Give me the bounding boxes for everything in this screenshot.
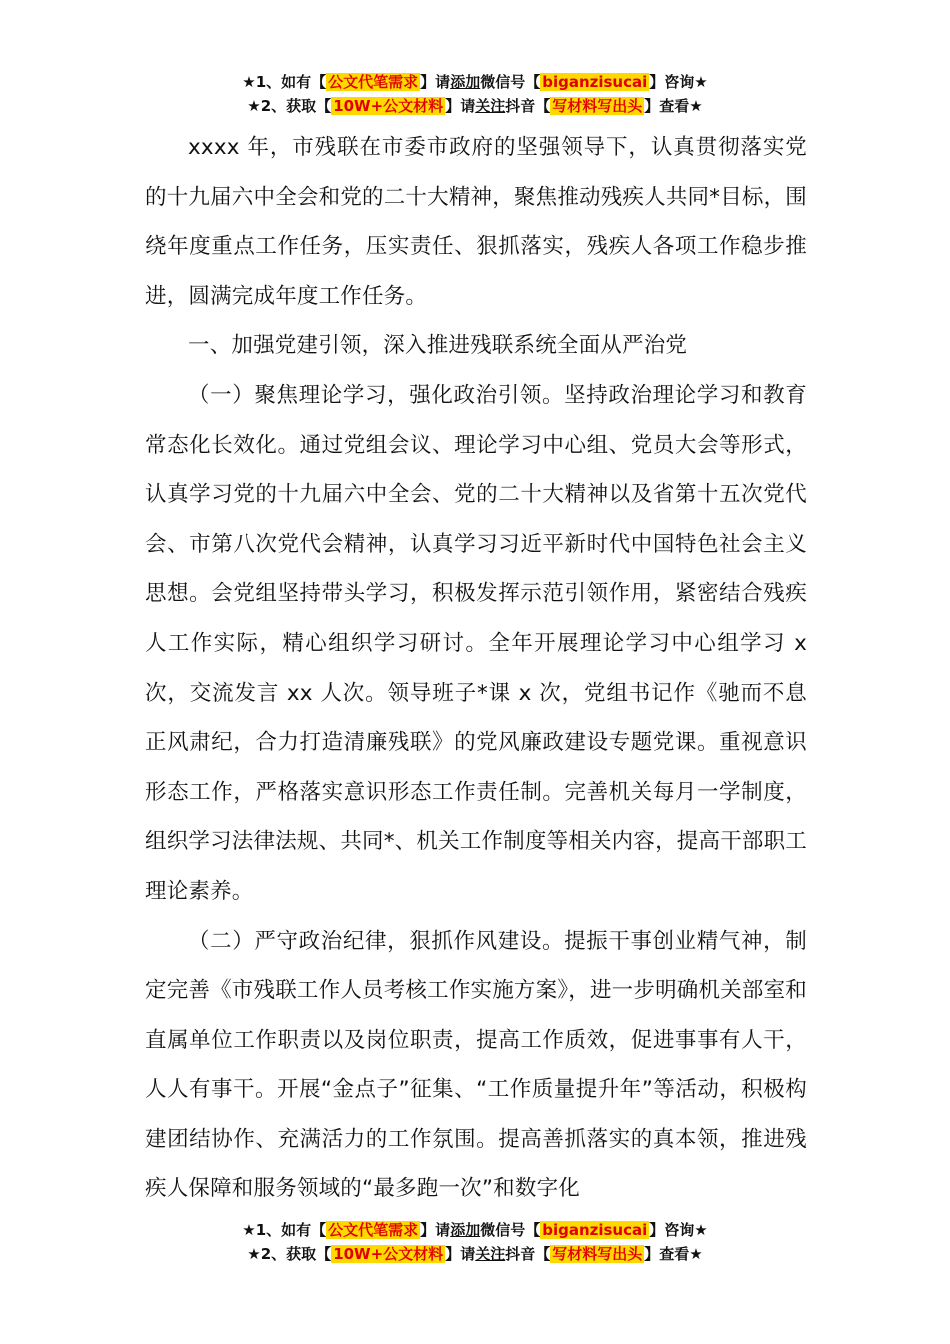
promo-banner-bottom (0, 1218, 950, 1266)
promo-text: 】请 (445, 97, 476, 115)
promo-text: 】咨询★ (649, 73, 708, 91)
promo-wechat-id: biganzisucai (542, 1221, 648, 1239)
promo-douyin-account: 写材料写出头 (552, 1245, 643, 1263)
promo-line-1 (0, 70, 950, 94)
promo-highlight: 公文代笔需求 (328, 73, 419, 91)
promo-text: 微信号【 (480, 1221, 541, 1239)
promo-banner-top (0, 70, 950, 118)
promo-underlined: 添加 (450, 1221, 481, 1239)
promo-text: 】查看★ (644, 97, 703, 115)
paragraph-1-2: （二）严守政治纪律，狠抓作风建设。提振干事创业精气神，制定完善《市残联工作人员考核工作实施方案》，进一步明确机关部室和直属单位工作职责以及岗位职责，提高工作质效，促进事事有人干，人人有事干。开展“金点子”征集、“工作质量提升年”等活动，积极构建团结协作、充满活力的工作氛围。提高善抓落实的真本领，推进残疾人保障和服务领域的“最多跑一次”和数字化 (145, 928, 807, 1202)
promo-text: ★2、获取【 (247, 97, 332, 115)
promo-text: 】咨询★ (649, 1221, 708, 1239)
intro-paragraph: xxxx 年，市残联在市委市政府的坚强领导下，认真贯彻落实党的十九届六中全会和党的二十大精神，聚焦推动残疾人共同*目标，围绕年度重点工作任务，压实责任、狠抓落实，残疾人各项工作稳步推进，圆满完成年度工作任务。 (145, 135, 807, 309)
promo-douyin-account: 写材料写出头 (552, 97, 643, 115)
promo-highlight: 10W+公文材料 (333, 1245, 444, 1263)
promo-text: ★1、如有【 (242, 73, 327, 91)
section-heading-1: 一、加强党建引领，深入推进残联系统全面从严治党 (188, 333, 688, 359)
document-body (145, 123, 807, 1214)
promo-text: ★1、如有【 (242, 1221, 327, 1239)
promo-line-2 (0, 1242, 950, 1266)
promo-highlight: 公文代笔需求 (328, 1221, 419, 1239)
promo-text: 】请 (420, 1221, 451, 1239)
promo-text: 】请 (445, 1245, 476, 1263)
promo-line-1 (0, 1218, 950, 1242)
promo-underlined: 关注 (475, 97, 506, 115)
promo-underlined: 添加 (450, 73, 481, 91)
promo-text: 抖音【 (505, 97, 551, 115)
promo-line-2 (0, 94, 950, 118)
promo-text: 】请 (420, 73, 451, 91)
promo-wechat-id: biganzisucai (542, 73, 648, 91)
promo-text: 抖音【 (505, 1245, 551, 1263)
promo-text: 】查看★ (644, 1245, 703, 1263)
paragraph-1-1: （一）聚焦理论学习，强化政治引领。坚持政治理论学习和教育常态化长效化。通过党组会议、理论学习中心组、党员大会等形式，认真学习党的十九届六中全会、党的二十大精神以及省第十五次党代会、市第八次党代会精神，认真学习习近平新时代中国特色社会主义思想。会党组坚持带头学习，积极发挥示范引领作用，紧密结合残疾人工作实际，精心组织学习研讨。全年开展理论学习中心组学习 x 次，交流发言 xx 人次。领导班子*课 x 次，党组书记作《驰而不息正风肃纪，合力打造清廉残联》的党风廉政建设专题党课。重视意识形态工作，严格落实意识形态工作责任制。完善机关每月一学制度，组织学习法律法规、共同*、机关工作制度等相关内容，提高干部职工理论素养。 (145, 382, 807, 904)
promo-text: 微信号【 (480, 73, 541, 91)
promo-highlight: 10W+公文材料 (333, 97, 444, 115)
promo-underlined: 关注 (475, 1245, 506, 1263)
promo-text: ★2、获取【 (247, 1245, 332, 1263)
